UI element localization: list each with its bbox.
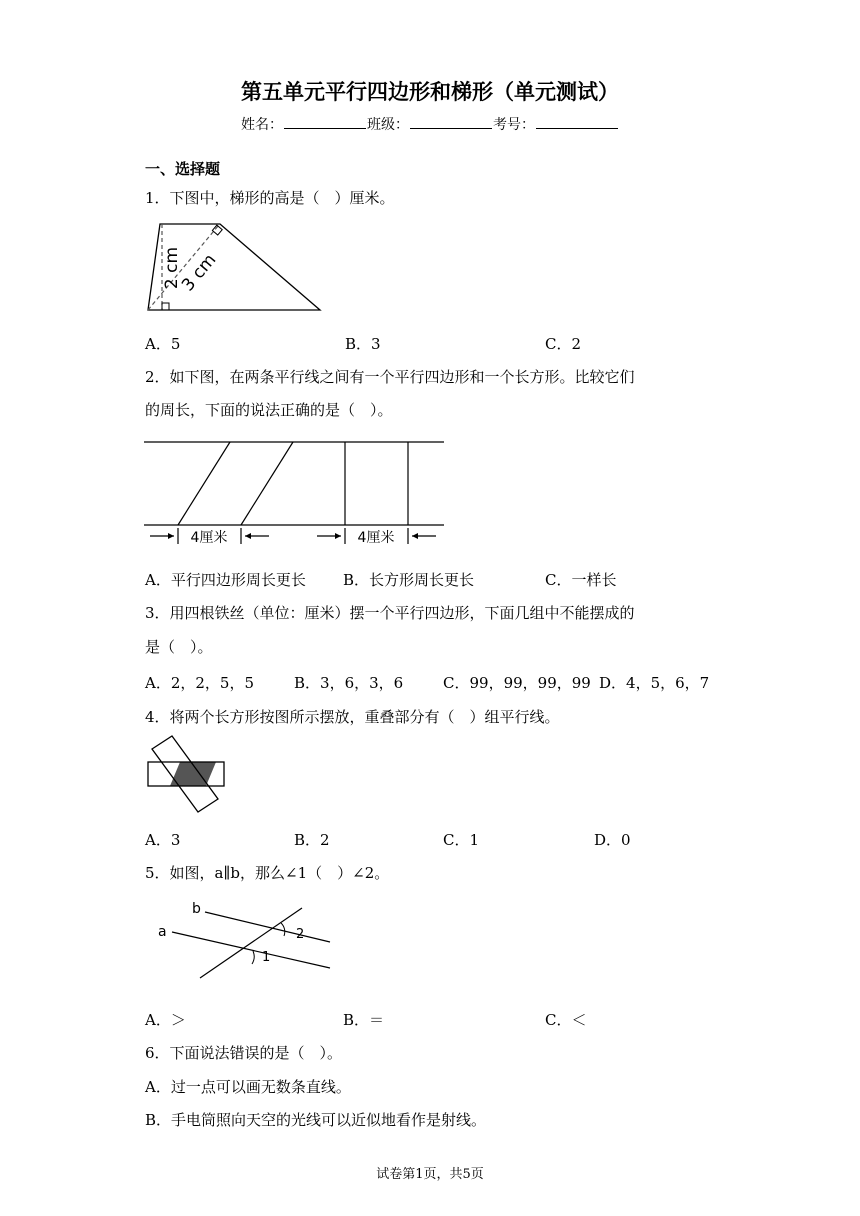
trapezoid-figure — [140, 218, 325, 316]
overlapping-rectangles-figure — [140, 732, 232, 814]
parallel-lines-figure — [140, 436, 450, 552]
name-label: 姓名： — [241, 117, 283, 133]
exam-label: 考号： — [493, 117, 535, 133]
q3-option-d[interactable]: D．4，5，6，7 — [599, 674, 710, 692]
q5-option-b[interactable]: B．＝ — [343, 1011, 385, 1029]
page-footer: 试卷第1页，共5页 — [376, 1167, 484, 1182]
q1-option-c[interactable]: C．2 — [545, 335, 582, 353]
parallelogram-base-label: 4厘米 — [190, 530, 228, 546]
question-2-stem-line1: 2．如下图，在两条平行线之间有一个平行四边形和一个长方形。比较它们 — [145, 368, 635, 386]
exam-blank[interactable] — [536, 116, 618, 129]
angle-1-label: 1 — [262, 950, 271, 965]
question-5-stem: 5．如图，a∥b，那么∠1（ ）∠2。 — [145, 864, 390, 882]
line-b-label: b — [192, 901, 201, 917]
angle-2-label: 2 — [296, 927, 305, 942]
q4-option-b[interactable]: B．2 — [294, 831, 330, 849]
q2-option-b[interactable]: B．长方形周长更长 — [343, 571, 475, 589]
line-a-label: a — [158, 924, 167, 940]
student-info-line — [0, 114, 860, 134]
q2-option-a[interactable]: A．平行四边形周长更长 — [145, 571, 306, 589]
parallel-lines-angles-figure — [150, 896, 340, 988]
q2-option-c[interactable]: C．一样长 — [545, 571, 617, 589]
q4-option-d[interactable]: D．0 — [594, 831, 631, 849]
q6-option-b[interactable]: B．手电筒照向天空的光线可以近似地看作是射线。 — [145, 1111, 487, 1129]
rectangle-base-label: 4厘米 — [357, 530, 395, 546]
question-1-stem: 1．下图中，梯形的高是（ ）厘米。 — [145, 189, 395, 207]
q5-option-a[interactable]: A．＞ — [145, 1011, 186, 1029]
q1-option-a[interactable]: A．5 — [145, 335, 181, 353]
question-6-stem: 6．下面说法错误的是（ ）。 — [145, 1044, 343, 1062]
class-label: 班级： — [367, 117, 409, 133]
name-blank[interactable] — [284, 116, 366, 129]
q6-option-a[interactable]: A．过一点可以画无数条直线。 — [145, 1078, 351, 1096]
question-3-stem-line2: 是（ ）。 — [145, 638, 213, 656]
question-2-stem-line2: 的周长，下面的说法正确的是（ ）。 — [145, 401, 393, 419]
class-blank[interactable] — [410, 116, 492, 129]
q5-option-c[interactable]: C．＜ — [545, 1011, 587, 1029]
q4-option-a[interactable]: A．3 — [145, 831, 181, 849]
question-3-stem-line1: 3．用四根铁丝（单位：厘米）摆一个平行四边形，下面几组中不能摆成的 — [145, 604, 635, 622]
page-title: 第五单元平行四边形和梯形（单元测试） — [241, 80, 619, 104]
q1-option-b[interactable]: B．3 — [345, 335, 381, 353]
q3-option-c[interactable]: C．99，99，99，99 — [443, 674, 591, 692]
q4-option-c[interactable]: C．1 — [443, 831, 480, 849]
q3-option-b[interactable]: B．3，6，3，6 — [294, 674, 404, 692]
section-title: 一、选择题 — [145, 160, 221, 178]
q3-option-a[interactable]: A．2，2，5，5 — [145, 674, 255, 692]
diagonal-label: 3 cm — [177, 250, 221, 296]
height-label: 2 cm — [162, 246, 182, 290]
question-4-stem: 4．将两个长方形按图所示摆放，重叠部分有（ ）组平行线。 — [145, 708, 560, 726]
